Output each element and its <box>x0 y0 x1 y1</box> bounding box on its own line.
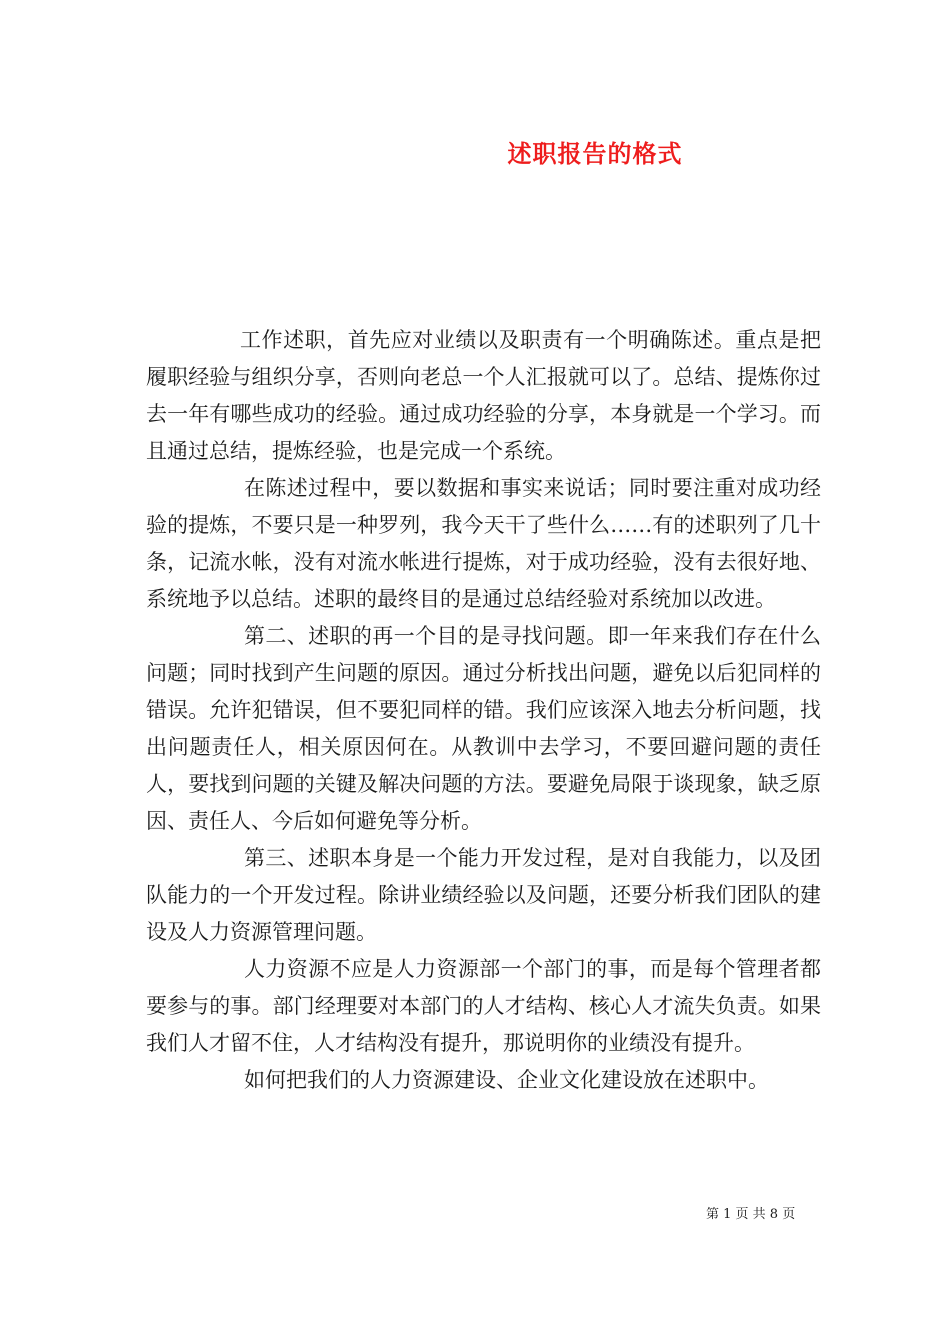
document-body <box>146 322 821 1099</box>
paragraph-5: 人力资源不应是人力资源部一个部门的事，而是每个管理者都要参与的事。部门经理要对本部门的人才结构、核心人才流失负责。如果我们人才留不住，人才结构没有提升，那说明你的业绩没有提升。 <box>146 957 821 1055</box>
paragraph-4: 第三、述职本身是一个能力开发过程，是对自我能力，以及团队能力的一个开发过程。除讲业绩经验以及问题，还要分析我们团队的建设及人力资源管理问题。 <box>146 846 821 944</box>
document-title: 述职报告的格式 <box>507 139 683 168</box>
paragraph-1: 工作述职，首先应对业绩以及职责有一个明确陈述。重点是把履职经验与组织分享，否则向老总一个人汇报就可以了。总结、提炼你过去一年有哪些成功的经验。通过成功经验的分享，本身就是一个学习。而且通过总结，提炼经验，也是完成一个系统。 <box>146 328 821 463</box>
paragraph-3: 第二、述职的再一个目的是寻找问题。即一年来我们存在什么问题；同时找到产生问题的原因。通过分析找出问题，避免以后犯同样的错误。允许犯错误，但不要犯同样的错。我们应该深入地去分析问题，找出问题责任人，相关原因何在。从教训中去学习，不要回避问题的责任人，要找到问题的关键及解决问题的方法。要避免局限于谈现象，缺乏原因、责任人、今后如何避免等分析。 <box>146 624 821 833</box>
paragraph-2: 在陈述过程中，要以数据和事实来说话；同时要注重对成功经验的提炼，不要只是一种罗列，我今天干了些什么……有的述职列了几十条，记流水帐，没有对流水帐进行提炼，对于成功经验，没有去很好地、系统地予以总结。述职的最终目的是通过总结经验对系统加以改进。 <box>146 476 821 611</box>
paragraph-6: 如何把我们的人力资源建设、企业文化建设放在述职中。 <box>244 1068 769 1092</box>
page-number-footer: 第 1 页 共 8 页 <box>706 1207 796 1222</box>
